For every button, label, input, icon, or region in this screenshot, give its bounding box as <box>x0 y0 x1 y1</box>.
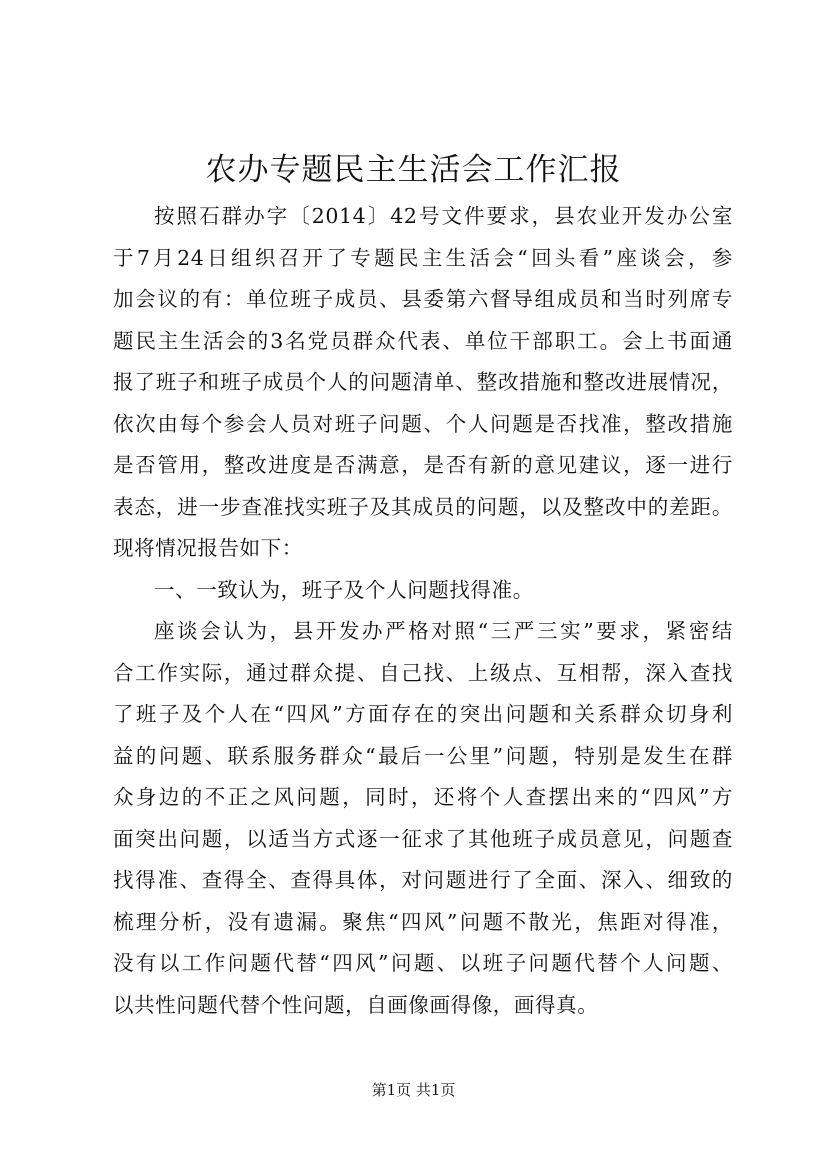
paragraph-line: 题民主生活会的3名党员群众代表、单位干部职工。会上书面通 <box>113 328 733 353</box>
paragraph-line: 面突出问题，以适当方式逐一征求了其他班子成员意见，问题查 <box>113 826 733 851</box>
paragraph-line: 于7月24日组织召开了专题民主生活会“回头看”座谈会，参 <box>113 245 733 270</box>
paragraph-line: 报了班子和班子成员个人的问题清单、整改措施和整改进展情况， <box>113 370 733 394</box>
paragraph-line: 没有以工作问题代替“四风”问题、以班子问题代替个人问题、 <box>113 951 733 975</box>
paragraph-line: 益的问题、联系服务群众“最后一公里”问题，特别是发生在群 <box>113 743 733 768</box>
paragraph-line: 按照石群办字〔2014〕42号文件要求，县农业开发办公室 <box>154 204 733 228</box>
paragraph-line: 表态，进一步查准找实班子及其成员的问题，以及整改中的差距。 <box>113 494 733 519</box>
section-heading: 一、一致认为，班子及个人问题找得准。 <box>154 577 534 602</box>
paragraph-line: 梳理分析，没有遗漏。聚焦“四风”问题不散光，焦距对得准， <box>113 909 733 934</box>
paragraph-line: 以共性问题代替个性问题，自画像画得像，画得真。 <box>113 992 599 1017</box>
paragraph-line: 众身边的不正之风问题，同时，还将个人查摆出来的“四风”方 <box>113 785 733 809</box>
paragraph-line: 依次由每个参会人员对班子问题、个人问题是否找准，整改措施 <box>113 411 733 436</box>
paragraph-line: 是否管用，整改进度是否满意，是否有新的意见建议，逐一进行 <box>113 453 733 477</box>
document-title: 农办专题民主生活会工作汇报 <box>205 152 622 188</box>
paragraph-line: 座谈会认为，县开发办严格对照“三严三实”要求，紧密结 <box>154 619 733 643</box>
document-body <box>113 196 733 1026</box>
paragraph-line: 现将情况报告如下： <box>113 536 303 560</box>
page-number-footer: 第1页 共1页 <box>371 1081 456 1099</box>
paragraph-line: 找得准、查得全、查得具体，对问题进行了全面、深入、细致的 <box>113 868 733 892</box>
paragraph-line: 了班子及个人在“四风”方面存在的突出问题和关系群众切身利 <box>113 702 733 726</box>
paragraph-line: 加会议的有：单位班子成员、县委第六督导组成员和当时列席专 <box>113 287 733 311</box>
paragraph-line: 合工作实际，通过群众提、自己找、上级点、互相帮，深入查找 <box>113 660 733 685</box>
